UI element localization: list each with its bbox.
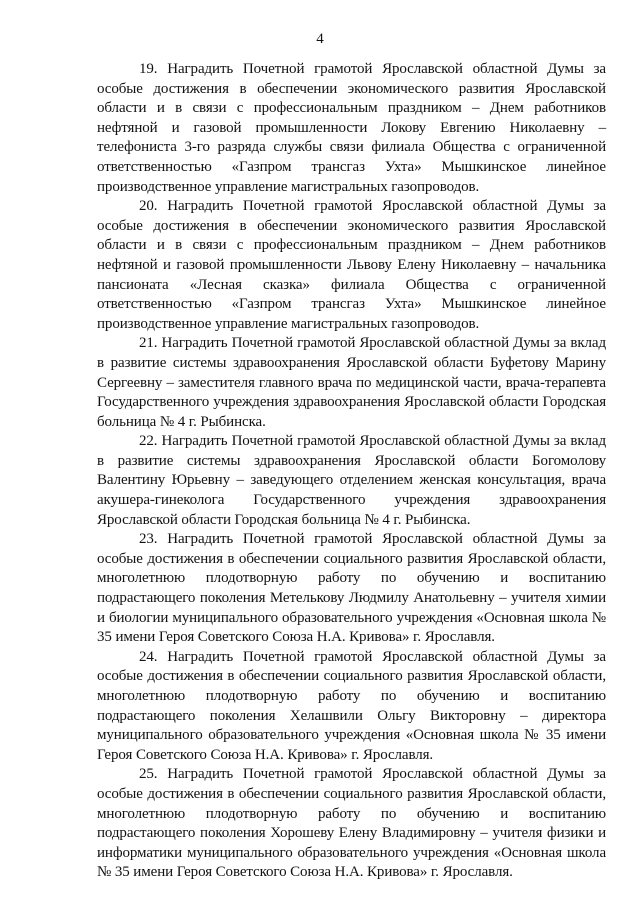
award-paragraph-21: 21. Наградить Почетной грамотой Ярославской областной Думы за вклад в развитие системы здравоохранения Ярославской области Буфетову Марину Сергеевну – заместителя главного врача по медицинской части, врача-терапевта Государственного учреждения здравоохранения Ярославской области Городская больница № 4 г. Рыбинска. xyxy=(97,335,606,430)
award-paragraph-19: 19. Наградить Почетной грамотой Ярославской областной Думы за особые достижения в обеспечении экономического развития Ярославской области и в связи с профессиональным праздником – Днем работников нефтяной и газовой промышленности Локову Евгению Николаевну – телефониста 3-го разряда службы связи филиала Общества с ограниченной ответственностью «Газпром трансгаз Ухта» Мышкинское линейное производственное управление магистральных газопроводов. xyxy=(97,61,606,195)
award-paragraph-24: 24. Наградить Почетной грамотой Ярославской областной Думы за особые достижения в обеспечении социального развития Ярославской области, многолетнюю плодотворную работу по обучению и воспитанию подрастающего поколения Хелашвили Ольгу Викторовну – директора муниципального образовательного учреждения «Основная школа № 35 имени Героя Советского Союза Н.А. Кривова» г. Ярославля. xyxy=(97,648,606,763)
award-paragraph-22: 22. Наградить Почетной грамотой Ярославской областной Думы за вклад в развитие системы здравоохранения Ярославской области Богомолову Валентину Юрьевну – заведующего отделением женская консультация, врача акушера-гинеколога Государственного учреждения здравоохранения Ярославской области Городская больница № 4 г. Рыбинска. xyxy=(97,433,606,528)
award-paragraph-20: 20. Наградить Почетной грамотой Ярославской областной Думы за особые достижения в обеспечении экономического развития Ярославской области и в связи с профессиональным праздником – Днем работников нефтяной и газовой промышленности Львову Елену Николаевну – начальника пансионата «Лесная сказка» филиала Общества с ограниченной ответственностью «Газпром трансгаз Ухта» Мышкинское линейное производственное управление магистральных газопроводов. xyxy=(97,198,606,332)
page-number: 4 xyxy=(316,31,324,47)
document-body xyxy=(97,60,606,883)
award-paragraph-23: 23. Наградить Почетной грамотой Ярославской областной Думы за особые достижения в обеспечении социального развития Ярославской области, многолетнюю плодотворную работу по обучению и воспитанию подрастающего поколения Метелькову Людмилу Анатольевну – учителя химии и биологии муниципального образовательного учреждения «Основная школа № 35 имени Героя Советского Союза Н.А. Кривова» г. Ярославля. xyxy=(97,531,606,646)
award-paragraph-25: 25. Наградить Почетной грамотой Ярославской областной Думы за особые достижения в обеспечении социального развития Ярославской области, многолетнюю плодотворную работу по обучению и воспитанию подрастающего поколения Хорошеву Елену Владимировну – учителя физики и информатики муниципального образовательного учреждения «Основная школа № 35 имени Героя Советского Союза Н.А. Кривова» г. Ярославля. xyxy=(97,766,606,881)
